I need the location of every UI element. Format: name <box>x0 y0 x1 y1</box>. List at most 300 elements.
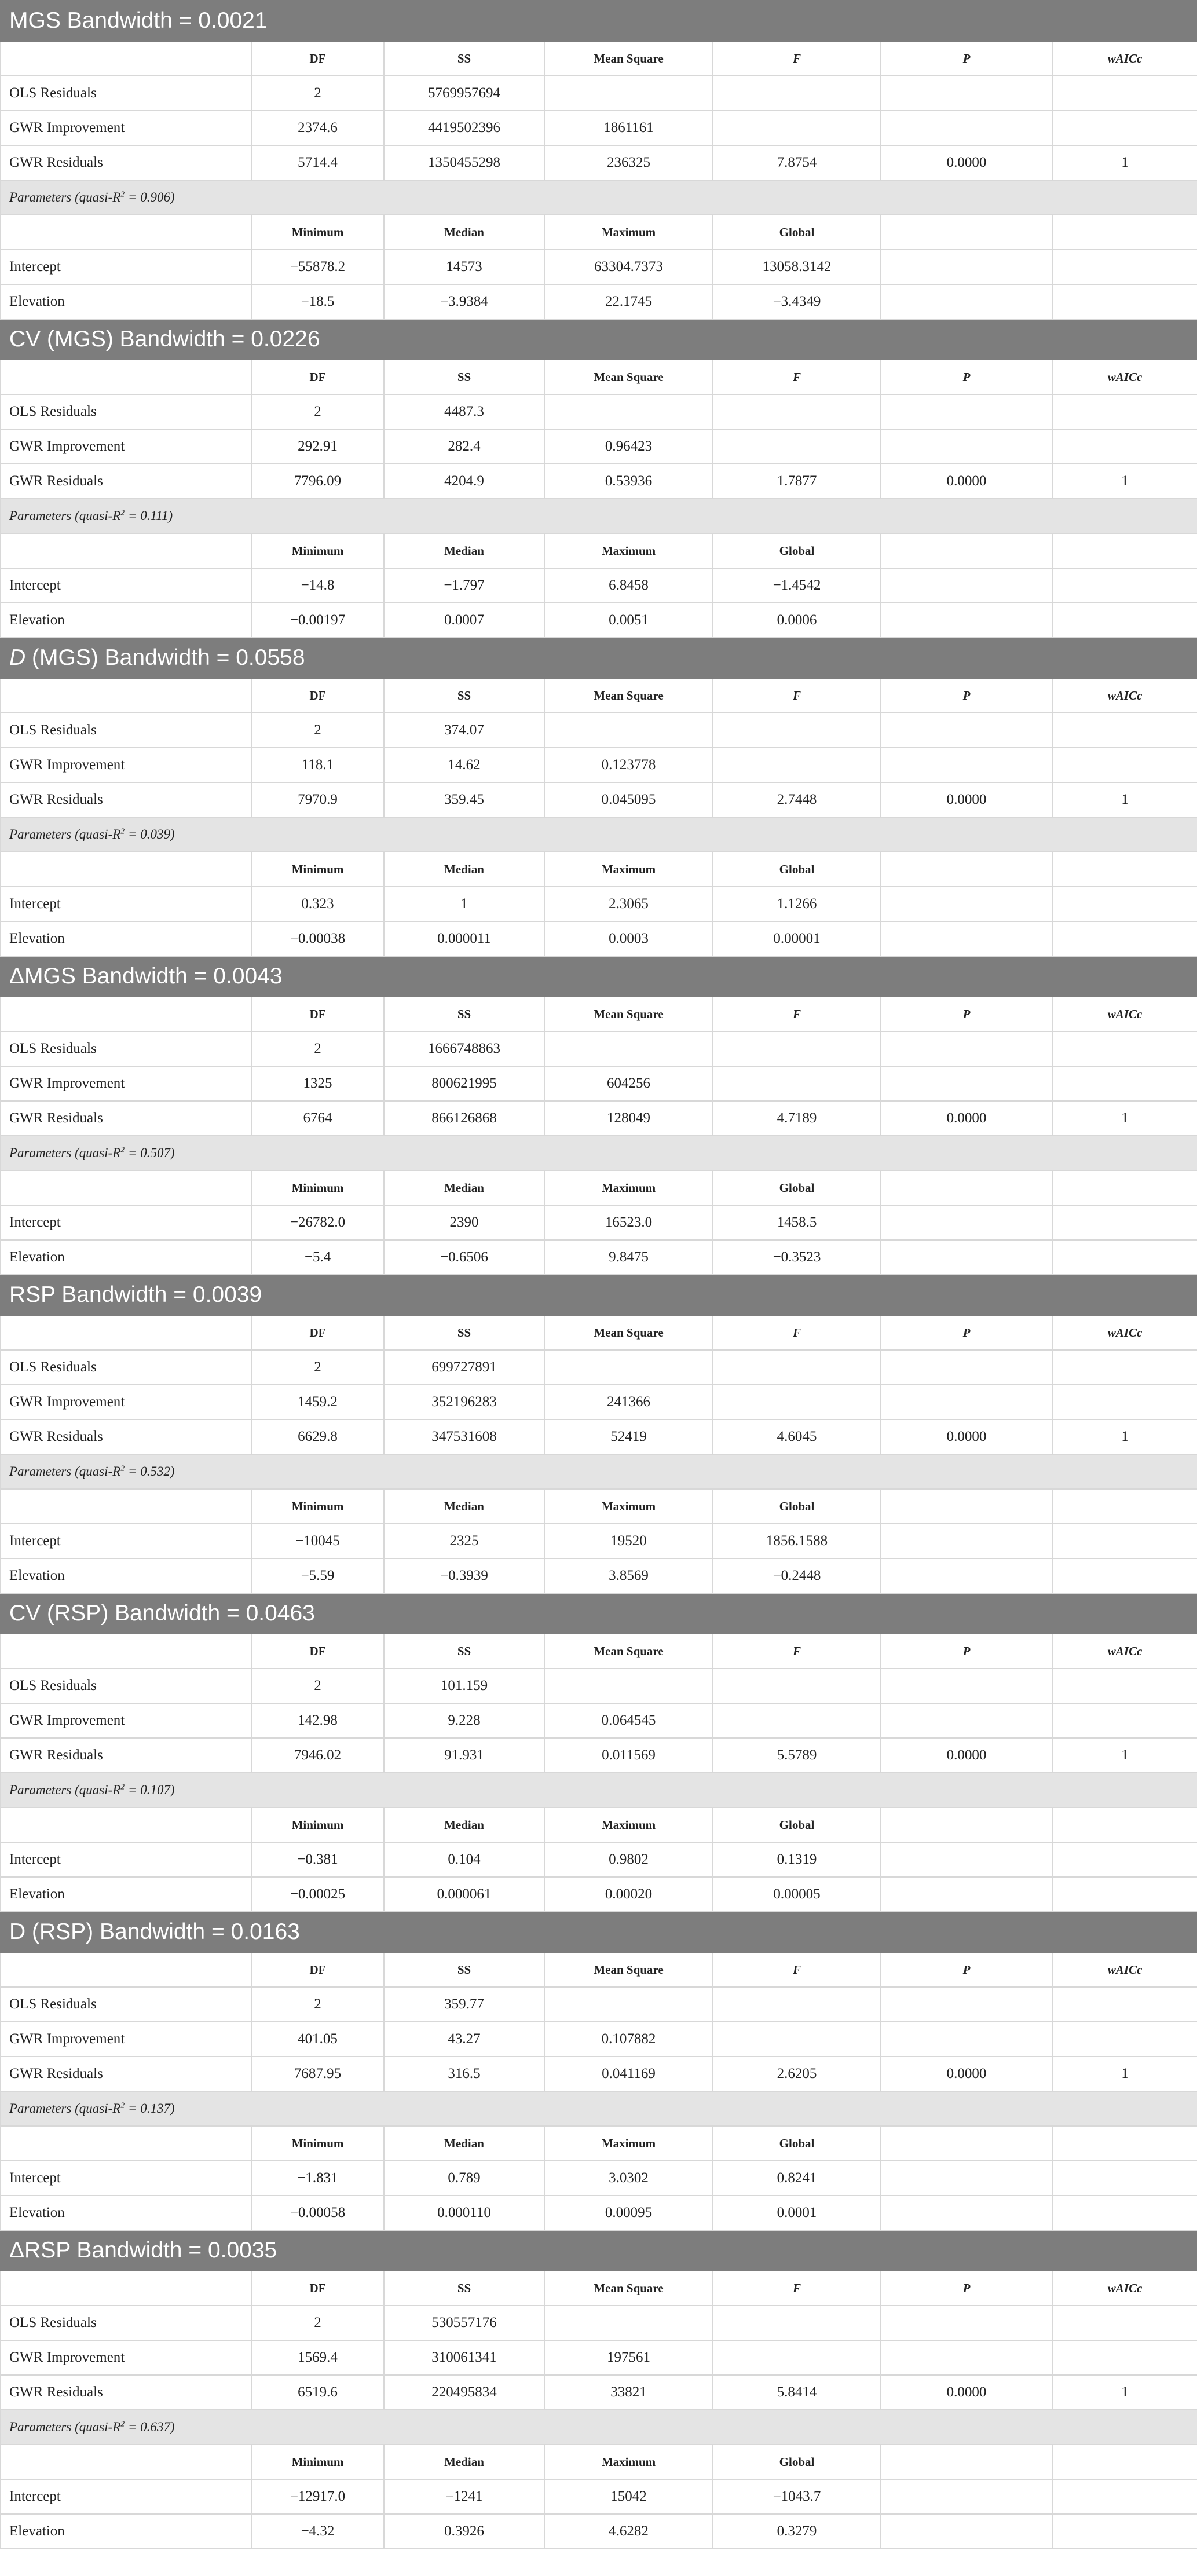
parameter-column-header-row <box>1 852 1197 887</box>
table-row <box>1 1205 1197 1240</box>
table-cell: 0.0000 <box>881 2375 1052 2410</box>
table-cell: 530557176 <box>384 2306 544 2340</box>
empty-cell <box>881 2445 1052 2479</box>
table-cell: 2.6205 <box>713 2057 881 2091</box>
table-cell: −3.4349 <box>713 284 881 319</box>
row-label: OLS Residuals <box>1 76 251 111</box>
row-label: OLS Residuals <box>1 1031 251 1066</box>
column-header: Minimum <box>251 1170 384 1205</box>
section-title-text: D (RSP) Bandwidth = 0.0163 <box>9 1919 300 1944</box>
column-header: Mean Square <box>544 1634 713 1668</box>
empty-cell <box>1052 284 1197 319</box>
table-cell: 4.7189 <box>713 1101 881 1136</box>
table-cell: 6519.6 <box>251 2375 384 2410</box>
row-label: Intercept <box>1 250 251 284</box>
column-header: wAICc <box>1052 41 1197 76</box>
row-label: GWR Residuals <box>1 464 251 499</box>
table-cell: 1325 <box>251 1066 384 1101</box>
section-title <box>1 638 1197 678</box>
empty-cell <box>881 215 1052 250</box>
table-cell: −3.9384 <box>384 284 544 319</box>
table-cell: 220495834 <box>384 2375 544 2410</box>
table-cell: 0.0000 <box>881 782 1052 817</box>
table-cell <box>713 1385 881 1419</box>
empty-cell <box>881 250 1052 284</box>
column-header-row <box>1 678 1197 713</box>
column-header: P <box>881 1952 1052 1987</box>
table-cell: 1 <box>1052 464 1197 499</box>
table-row <box>1 2514 1197 2549</box>
column-header: P <box>881 41 1052 76</box>
parameters-r2-value: = 0.137) <box>125 2101 175 2116</box>
row-label: Intercept <box>1 2161 251 2196</box>
parameters-r2-value: = 0.039) <box>125 827 175 841</box>
table-cell <box>1052 1987 1197 2022</box>
table-cell: 101.159 <box>384 1668 544 1703</box>
column-header: DF <box>251 1952 384 1987</box>
column-header: F <box>713 678 881 713</box>
table-row <box>1 1987 1197 2022</box>
column-header: Maximum <box>544 215 713 250</box>
superscript-two: 2 <box>120 1145 125 1154</box>
empty-cell <box>1052 603 1197 638</box>
column-header: P <box>881 1634 1052 1668</box>
section-title <box>1 1275 1197 1315</box>
row-label: GWR Residuals <box>1 782 251 817</box>
table-cell: 7.8754 <box>713 145 881 180</box>
table-cell <box>1052 1668 1197 1703</box>
parameter-column-header-row <box>1 215 1197 250</box>
column-header-row <box>1 41 1197 76</box>
row-label: Intercept <box>1 1524 251 1558</box>
parameters-row <box>1 1136 1197 1170</box>
table-cell: 1 <box>1052 145 1197 180</box>
table-row <box>1 1703 1197 1738</box>
table-cell <box>544 394 713 429</box>
table-cell <box>713 1031 881 1066</box>
column-header: Maximum <box>544 1807 713 1842</box>
table-cell <box>1052 111 1197 145</box>
section-title-text: ΔMGS Bandwidth = 0.0043 <box>9 964 283 989</box>
parameter-column-header-row <box>1 1807 1197 1842</box>
table-cell <box>1052 748 1197 782</box>
table-cell: 0.0007 <box>384 603 544 638</box>
table-cell: 1 <box>1052 1738 1197 1773</box>
section-header <box>1 638 1197 678</box>
table-row <box>1 748 1197 782</box>
parameters-row <box>1 1454 1197 1489</box>
table-row <box>1 1877 1197 1912</box>
column-header: F <box>713 1952 881 1987</box>
table-cell: 7970.9 <box>251 782 384 817</box>
column-header: DF <box>251 1315 384 1350</box>
table-cell: 0.00020 <box>544 1877 713 1912</box>
table-cell: 43.27 <box>384 2022 544 2057</box>
table-row <box>1 1738 1197 1773</box>
table-cell: −1241 <box>384 2479 544 2514</box>
table-row <box>1 250 1197 284</box>
table-cell: 2 <box>251 713 384 748</box>
column-header: Maximum <box>544 2445 713 2479</box>
table-cell <box>881 1668 1052 1703</box>
table-cell <box>881 713 1052 748</box>
table-cell: 0.00001 <box>713 921 881 956</box>
table-cell: 6.8458 <box>544 568 713 603</box>
section-title <box>1 2230 1197 2271</box>
parameters-row <box>1 2091 1197 2126</box>
table-cell: −4.32 <box>251 2514 384 2549</box>
empty-cell <box>1 533 251 568</box>
table-cell: 0.0051 <box>544 603 713 638</box>
table-cell: −14.8 <box>251 568 384 603</box>
table-cell: 1458.5 <box>713 1205 881 1240</box>
empty-cell <box>1052 887 1197 921</box>
superscript-two: 2 <box>120 508 125 517</box>
table-cell: 15042 <box>544 2479 713 2514</box>
parameters-row <box>1 817 1197 852</box>
table-cell: 2374.6 <box>251 111 384 145</box>
table-cell: 2 <box>251 2306 384 2340</box>
table-cell: −0.00058 <box>251 2196 384 2230</box>
table-cell <box>713 1350 881 1385</box>
table-cell: 118.1 <box>251 748 384 782</box>
column-header: Global <box>713 2126 881 2161</box>
empty-cell <box>1 997 251 1031</box>
superscript-two: 2 <box>120 826 125 836</box>
table-row <box>1 2340 1197 2375</box>
table-cell <box>544 1350 713 1385</box>
empty-cell <box>1052 921 1197 956</box>
table-cell <box>881 111 1052 145</box>
table-cell <box>713 2340 881 2375</box>
parameters-r2-value: = 0.107) <box>125 1783 175 1797</box>
table-cell: 9.8475 <box>544 1240 713 1275</box>
table-cell: 2.3065 <box>544 887 713 921</box>
empty-cell <box>881 852 1052 887</box>
section-title <box>1 319 1197 360</box>
table-cell: −5.59 <box>251 1558 384 1593</box>
column-header: Global <box>713 533 881 568</box>
parameters-label <box>1 2091 1197 2126</box>
empty-cell <box>1 2271 251 2306</box>
empty-cell <box>1052 1489 1197 1524</box>
column-header: P <box>881 2271 1052 2306</box>
column-header: F <box>713 41 881 76</box>
table-cell: 197561 <box>544 2340 713 2375</box>
column-header: Global <box>713 2445 881 2479</box>
empty-cell <box>1 41 251 76</box>
empty-cell <box>1052 852 1197 887</box>
table-cell <box>544 1987 713 2022</box>
row-label: Intercept <box>1 1842 251 1877</box>
column-header: P <box>881 678 1052 713</box>
table-cell: 0.041169 <box>544 2057 713 2091</box>
empty-cell <box>1052 1842 1197 1877</box>
parameters-prefix: Parameters (quasi-R <box>9 1146 121 1160</box>
table-cell: 0.000061 <box>384 1877 544 1912</box>
empty-cell <box>1052 1170 1197 1205</box>
empty-cell <box>881 284 1052 319</box>
table-cell <box>713 2022 881 2057</box>
table-cell: 699727891 <box>384 1350 544 1385</box>
table-cell: −1.797 <box>384 568 544 603</box>
column-header: Global <box>713 1807 881 1842</box>
table-cell: 0.53936 <box>544 464 713 499</box>
table-cell: 1459.2 <box>251 1385 384 1419</box>
table-cell: 91.931 <box>384 1738 544 1773</box>
section-title <box>1 1593 1197 1634</box>
table-cell: 0.3926 <box>384 2514 544 2549</box>
table-cell <box>713 713 881 748</box>
empty-cell <box>1 2445 251 2479</box>
column-header: Global <box>713 1170 881 1205</box>
table-cell: −0.00025 <box>251 1877 384 1912</box>
table-cell <box>544 713 713 748</box>
column-header: DF <box>251 1634 384 1668</box>
empty-cell <box>1 2126 251 2161</box>
column-header: SS <box>384 360 544 394</box>
table-cell <box>881 2340 1052 2375</box>
table-cell <box>713 1066 881 1101</box>
row-label: OLS Residuals <box>1 2306 251 2340</box>
section-header <box>1 1912 1197 1952</box>
table-cell: 6629.8 <box>251 1419 384 1454</box>
row-label: Elevation <box>1 921 251 956</box>
column-header: Mean Square <box>544 678 713 713</box>
row-label: GWR Improvement <box>1 2022 251 2057</box>
table-row <box>1 76 1197 111</box>
empty-cell <box>881 2479 1052 2514</box>
table-cell: 236325 <box>544 145 713 180</box>
table-cell: 13058.3142 <box>713 250 881 284</box>
empty-cell <box>1 1315 251 1350</box>
table-cell <box>881 1350 1052 1385</box>
table-cell: 0.789 <box>384 2161 544 2196</box>
empty-cell <box>881 1558 1052 1593</box>
table-cell <box>881 1385 1052 1419</box>
table-cell: 19520 <box>544 1524 713 1558</box>
table-cell <box>881 76 1052 111</box>
table-row <box>1 1350 1197 1385</box>
table-cell <box>713 76 881 111</box>
table-cell: −0.381 <box>251 1842 384 1877</box>
parameters-prefix: Parameters (quasi-R <box>9 508 121 523</box>
empty-cell <box>1052 215 1197 250</box>
empty-cell <box>1052 1558 1197 1593</box>
section-title-text: CV (MGS) Bandwidth = 0.0226 <box>9 327 320 352</box>
column-header: SS <box>384 1952 544 1987</box>
table-row <box>1 284 1197 319</box>
empty-cell <box>1052 568 1197 603</box>
table-cell: 5714.4 <box>251 145 384 180</box>
table-cell: −1.831 <box>251 2161 384 2196</box>
table-cell <box>881 1703 1052 1738</box>
row-label: OLS Residuals <box>1 1987 251 2022</box>
table-cell: 4.6045 <box>713 1419 881 1454</box>
column-header: SS <box>384 1315 544 1350</box>
column-header: SS <box>384 678 544 713</box>
row-label: Elevation <box>1 2514 251 2549</box>
table-cell: 1856.1588 <box>713 1524 881 1558</box>
table-cell: −1043.7 <box>713 2479 881 2514</box>
table-cell: 604256 <box>544 1066 713 1101</box>
table-cell: 2 <box>251 394 384 429</box>
table-cell: 0.045095 <box>544 782 713 817</box>
column-header: Minimum <box>251 2445 384 2479</box>
column-header: F <box>713 1315 881 1350</box>
empty-cell <box>881 603 1052 638</box>
table-cell: 0.0000 <box>881 145 1052 180</box>
column-header: Median <box>384 2445 544 2479</box>
table-cell: 0.0000 <box>881 2057 1052 2091</box>
table-cell: 1 <box>1052 1419 1197 1454</box>
column-header: Median <box>384 215 544 250</box>
column-header: SS <box>384 1634 544 1668</box>
table-cell <box>1052 429 1197 464</box>
column-header: Mean Square <box>544 41 713 76</box>
table-cell: 1666748863 <box>384 1031 544 1066</box>
column-header: Median <box>384 852 544 887</box>
column-header: Minimum <box>251 215 384 250</box>
column-header: Mean Square <box>544 997 713 1031</box>
table-cell: 0.0000 <box>881 1101 1052 1136</box>
table-cell: −18.5 <box>251 284 384 319</box>
table-cell: 5.8414 <box>713 2375 881 2410</box>
table-cell: 33821 <box>544 2375 713 2410</box>
table-cell: 16523.0 <box>544 1205 713 1240</box>
table-cell <box>881 1987 1052 2022</box>
column-header: F <box>713 360 881 394</box>
empty-cell <box>1052 1240 1197 1275</box>
table-cell: 0.0001 <box>713 2196 881 2230</box>
column-header: Global <box>713 852 881 887</box>
table-cell: 14573 <box>384 250 544 284</box>
table-cell: 2 <box>251 1668 384 1703</box>
empty-cell <box>881 1524 1052 1558</box>
table-cell: 5769957694 <box>384 76 544 111</box>
table-row <box>1 603 1197 638</box>
empty-cell <box>1052 1807 1197 1842</box>
parameters-label <box>1 1773 1197 1807</box>
table-cell <box>544 1031 713 1066</box>
row-label: OLS Residuals <box>1 1668 251 1703</box>
table-cell: 241366 <box>544 1385 713 1419</box>
table-cell <box>1052 1385 1197 1419</box>
table-cell <box>881 394 1052 429</box>
table-cell <box>1052 2022 1197 2057</box>
table-cell: 0.000011 <box>384 921 544 956</box>
column-header: SS <box>384 997 544 1031</box>
parameters-r2-value: = 0.111) <box>125 508 173 523</box>
table-cell <box>881 1031 1052 1066</box>
empty-cell <box>881 568 1052 603</box>
parameters-row <box>1 499 1197 533</box>
table-row <box>1 713 1197 748</box>
table-cell: 4487.3 <box>384 394 544 429</box>
parameters-row <box>1 1773 1197 1807</box>
table-cell: 5.5789 <box>713 1738 881 1773</box>
column-header: DF <box>251 41 384 76</box>
row-label: Elevation <box>1 1558 251 1593</box>
column-header: Maximum <box>544 852 713 887</box>
empty-cell <box>1052 1524 1197 1558</box>
column-header: F <box>713 1634 881 1668</box>
row-label: GWR Improvement <box>1 2340 251 2375</box>
table-cell: −55878.2 <box>251 250 384 284</box>
table-cell <box>713 1703 881 1738</box>
row-label: OLS Residuals <box>1 713 251 748</box>
table-row <box>1 1031 1197 1066</box>
table-cell: 22.1745 <box>544 284 713 319</box>
column-header: Mean Square <box>544 360 713 394</box>
table-cell: 0.0003 <box>544 921 713 956</box>
table-cell <box>881 748 1052 782</box>
table-cell <box>1052 2306 1197 2340</box>
table-cell: 6764 <box>251 1101 384 1136</box>
row-label: Intercept <box>1 2479 251 2514</box>
table-cell: 52419 <box>544 1419 713 1454</box>
table-row <box>1 2161 1197 2196</box>
table-row <box>1 568 1197 603</box>
table-cell <box>881 2022 1052 2057</box>
table-row <box>1 1842 1197 1877</box>
table-cell: −0.3939 <box>384 1558 544 1593</box>
column-header: wAICc <box>1052 1952 1197 1987</box>
row-label: Elevation <box>1 2196 251 2230</box>
column-header: Global <box>713 215 881 250</box>
row-label: Intercept <box>1 568 251 603</box>
table-row <box>1 1558 1197 1593</box>
table-cell: 310061341 <box>384 2340 544 2375</box>
column-header: Minimum <box>251 533 384 568</box>
table-cell: 2325 <box>384 1524 544 1558</box>
table-cell: 0.323 <box>251 887 384 921</box>
column-header: DF <box>251 2271 384 2306</box>
table-cell: 352196283 <box>384 1385 544 1419</box>
empty-cell <box>881 1807 1052 1842</box>
row-label: GWR Residuals <box>1 1101 251 1136</box>
column-header: Maximum <box>544 1489 713 1524</box>
column-header: wAICc <box>1052 1315 1197 1350</box>
parameters-label <box>1 499 1197 533</box>
empty-cell <box>881 887 1052 921</box>
empty-cell <box>1 678 251 713</box>
table-cell: 292.91 <box>251 429 384 464</box>
table-cell: 3.8569 <box>544 1558 713 1593</box>
table-cell: 0.8241 <box>713 2161 881 2196</box>
table-row <box>1 887 1197 921</box>
column-header: Median <box>384 1489 544 1524</box>
column-header: Global <box>713 1489 881 1524</box>
table-row <box>1 2375 1197 2410</box>
table-cell: 374.07 <box>384 713 544 748</box>
table-cell <box>1052 76 1197 111</box>
table-cell <box>544 1668 713 1703</box>
table-cell: 0.00095 <box>544 2196 713 2230</box>
table-cell: −5.4 <box>251 1240 384 1275</box>
table-cell <box>1052 1031 1197 1066</box>
parameters-label <box>1 180 1197 215</box>
table-row <box>1 921 1197 956</box>
row-label: OLS Residuals <box>1 1350 251 1385</box>
parameters-r2-value: = 0.507) <box>125 1146 175 1160</box>
column-header: F <box>713 997 881 1031</box>
table-row <box>1 2479 1197 2514</box>
section-header <box>1 1 1197 41</box>
table-cell: 1350455298 <box>384 145 544 180</box>
empty-cell <box>881 1240 1052 1275</box>
table-cell: 7687.95 <box>251 2057 384 2091</box>
